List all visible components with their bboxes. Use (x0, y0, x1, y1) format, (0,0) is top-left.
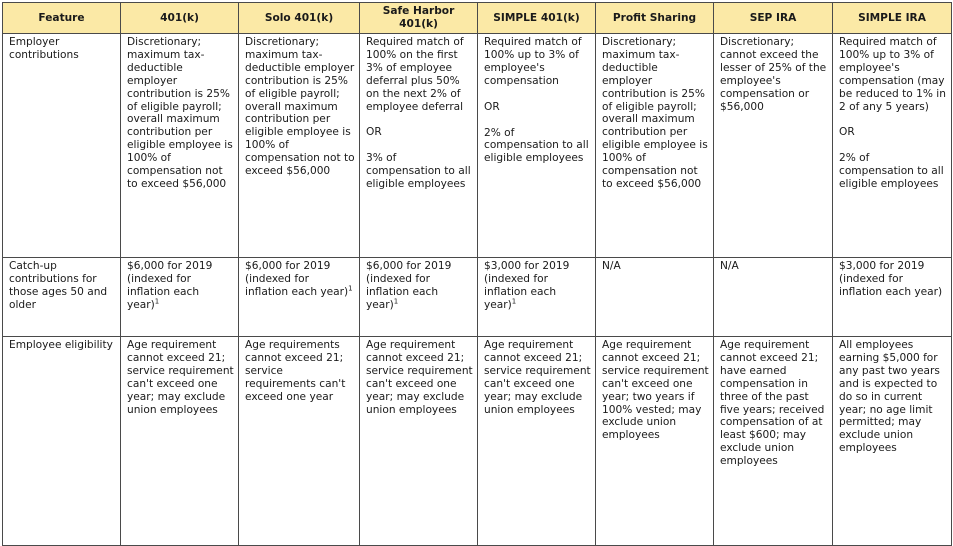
cell-text: $6,000 for 2019 (indexed for inflation each year) (245, 260, 349, 298)
cell-text: $3,000 for 2019 (indexed for inflation each year) (484, 260, 570, 311)
cell-profit-sharing (596, 34, 714, 258)
cell-safe-harbor-401k (360, 34, 478, 258)
cell-safe-harbor-401k (360, 258, 478, 337)
feature-label: Employer contributions (3, 34, 121, 258)
cell-sep-ira (714, 258, 833, 337)
cell-solo-401k: Age requirements cannot exceed 21; service requirements can't exceed one year (239, 337, 360, 546)
cell-simple-ira (833, 34, 952, 258)
feature-label: Employee eligibility (3, 337, 121, 546)
cell-simple-401k: Age requirement cannot exceed 21; service requirement can't exceed one year; may exclude union employees (478, 337, 596, 546)
cell-text: Required match of 100% on the first 3% of employee deferral plus 50% on the next 2% of employee deferral (366, 36, 464, 113)
cell-text: N/A (602, 260, 621, 272)
cell-simple-ira (833, 258, 952, 337)
row-employer-contributions (3, 34, 952, 258)
header-feature: Feature (3, 3, 121, 34)
cell-safe-harbor-401k: Age requirement cannot exceed 21; service requirement can't exceed one year; may exclude union employees (360, 337, 478, 546)
header-sep-ira: SEP IRA (714, 3, 833, 34)
header-simple-ira: SIMPLE IRA (833, 3, 952, 34)
cell-profit-sharing: Age requirement cannot exceed 21; service requirement can't exceed one year; two years if 100% vested; may exclude union employees (596, 337, 714, 546)
cell-401k (121, 34, 239, 258)
header-safe-harbor-401k: Safe Harbor 401(k) (360, 3, 478, 34)
cell-text: Discretionary; maximum tax-deductible employer contribution is 25% of eligible payroll; overall maximum contribution per eligible employee is 100% of compensation not to exceed $56,000 (127, 36, 233, 190)
cell-text: 2% of compensation to all eligible employees (484, 126, 589, 165)
retirement-plan-comparison-table (2, 2, 952, 546)
cell-simple-401k (478, 34, 596, 258)
feature-label: Catch-up contributions for those ages 50 and older (3, 258, 121, 337)
cell-text: $6,000 for 2019 (indexed for inflation each year) (366, 260, 452, 311)
cell-text: Required match of 100% up to 3% of employee's compensation (may be reduced to 1% in 2 of any 5 years) (839, 36, 946, 113)
row-catch-up-contributions (3, 258, 952, 337)
cell-solo-401k (239, 258, 360, 337)
cell-sep-ira (714, 34, 833, 258)
row-employee-eligibility (3, 337, 952, 546)
header-row (3, 3, 952, 34)
footnote-mark: 1 (154, 297, 160, 306)
or-separator: OR (366, 126, 382, 139)
cell-text: $3,000 for 2019 (indexed for inflation each year) (839, 260, 943, 298)
cell-simple-401k (478, 258, 596, 337)
cell-text: 2% of compensation to all eligible employees (839, 152, 944, 191)
cell-text: N/A (720, 260, 739, 272)
header-profit-sharing: Profit Sharing (596, 3, 714, 34)
cell-401k (121, 258, 239, 337)
or-separator: OR (484, 100, 500, 113)
cell-profit-sharing (596, 258, 714, 337)
footnote-mark: 1 (511, 297, 517, 306)
header-simple-401k: SIMPLE 401(k) (478, 3, 596, 34)
cell-text: Discretionary; cannot exceed the lesser of 25% of the employee's compensation or $56,000 (720, 36, 827, 113)
cell-text: Required match of 100% up to 3% of employee's compensation (484, 36, 582, 87)
cell-text: Discretionary; maximum tax-deductible employer contribution is 25% of eligible payroll; overall maximum contribution per eligible employee is 100% of compensation not to exceed $56,000 (245, 36, 355, 178)
footnote-mark: 1 (393, 297, 399, 306)
header-solo-401k: Solo 401(k) (239, 3, 360, 34)
or-separator: OR (839, 126, 855, 139)
cell-text: Discretionary; maximum tax-deductible employer contribution is 25% of eligible payroll; overall maximum contribution per eligible employee is 100% of compensation not to exceed $56,000 (602, 36, 708, 190)
plan-comparison-wrapper (2, 2, 952, 546)
cell-text: $6,000 for 2019 (indexed for inflation each year) (127, 260, 213, 311)
footnote-mark: 1 (348, 284, 353, 293)
cell-simple-ira: All employees earning $5,000 for any past two years and is expected to do so in current year; no age limit permitted; may exclude union employees (833, 337, 952, 546)
cell-401k: Age requirement cannot exceed 21; service requirement can't exceed one year; may exclude union employees (121, 337, 239, 546)
cell-sep-ira: Age requirement cannot exceed 21; have earned compensation in three of the past five years; received compensation of at least $600; may exclude union employees (714, 337, 833, 546)
cell-text: 3% of compensation to all eligible employees (366, 152, 471, 191)
header-401k: 401(k) (121, 3, 239, 34)
cell-solo-401k (239, 34, 360, 258)
